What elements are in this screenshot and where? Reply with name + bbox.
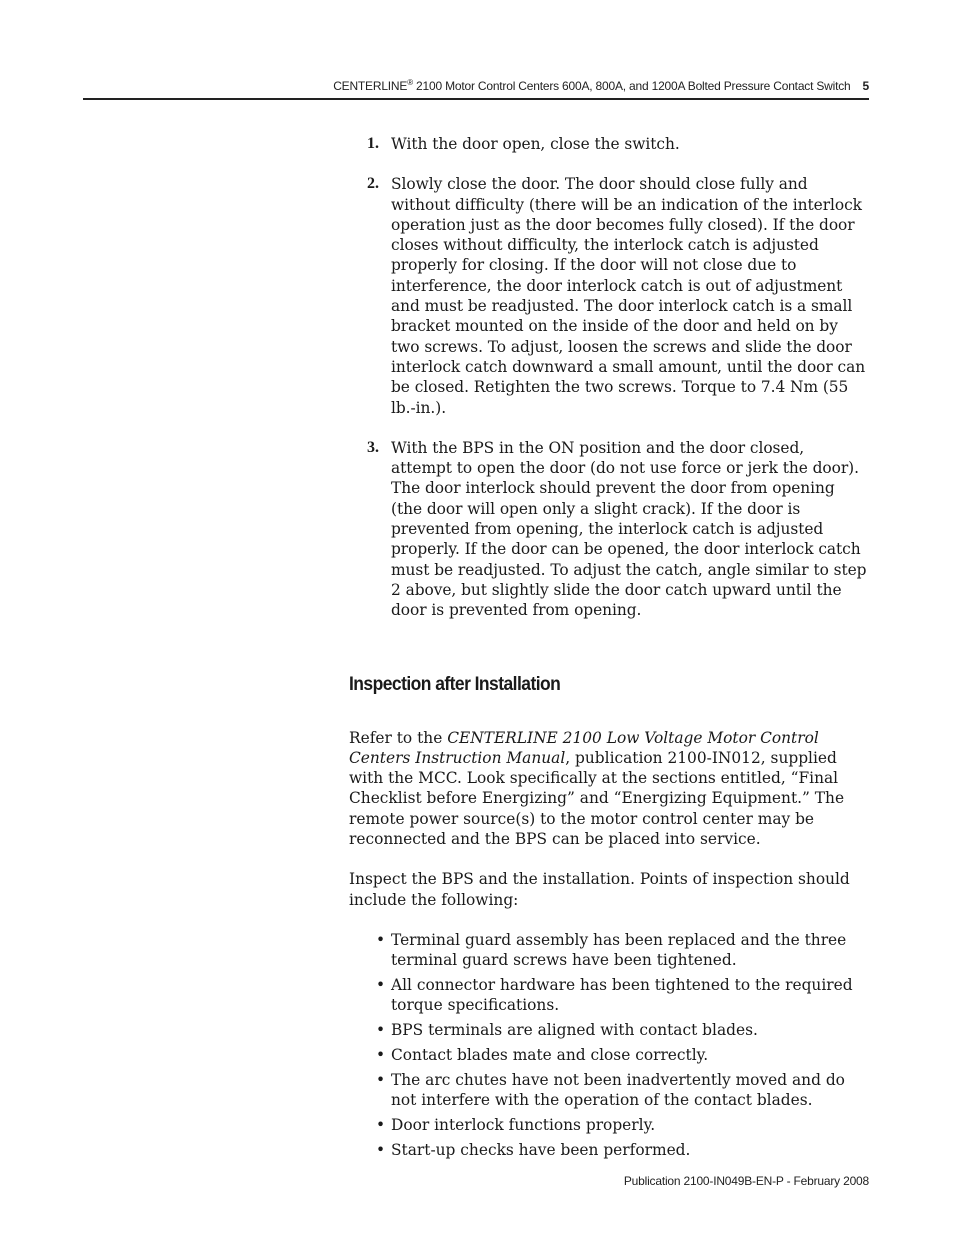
list-item — [349, 1115, 869, 1135]
list-item — [349, 1070, 869, 1111]
publication-footer: Publication 2100-IN049B-EN-P - February 2008 — [623, 1174, 869, 1188]
step-text: Slowly close the door. The door should close fully and without difficulty (there will be an indication of the interlock operation just as the door becomes fully closed). If the door closes without difficulty, the interlock catch is adjusted properly for closing. If the door will not close due to interference, the door interlock catch is out of adjustment and must be readjusted. The door interlock catch is a small bracket mounted on the inside of the door and held on by two screws. To adjust, loosen the screws and slide the door interlock catch downward a small amount, until the door can be closed. Retighten the two screws. Torque to 7.4 Nm (55 lb.-in.). — [391, 175, 866, 417]
procedure-step — [349, 134, 869, 154]
header-brand: CENTERLINE — [333, 79, 408, 93]
bullet-icon: • — [376, 1046, 386, 1065]
page-header — [83, 76, 869, 100]
list-item — [349, 1140, 869, 1160]
bullet-icon: • — [376, 976, 386, 995]
list-item-text: The arc chutes have not been inadvertently moved and do not interfere with the operation of the contact blades. — [391, 1071, 845, 1110]
inspection-checklist — [349, 930, 869, 1161]
step-number: 2. — [367, 175, 379, 193]
procedure-step — [349, 438, 869, 621]
list-item-text: Door interlock functions properly. — [391, 1116, 656, 1135]
bullet-icon: • — [376, 1021, 386, 1040]
inspection-paragraph: Inspect the BPS and the installation. Points of inspection should include the following: — [349, 870, 850, 909]
step-number: 1. — [367, 135, 379, 152]
manual-title: CENTERLINE 2100 Low Voltage Motor Control Centers Instruction Manual — [349, 728, 819, 767]
list-item — [349, 1045, 869, 1065]
bullet-icon: • — [376, 930, 386, 949]
step-text: With the BPS in the ON position and the door closed, attempt to open the door (do not use force or jerk the door). The door interlock should prevent the door from opening (the door will open only a slight crack). If the door is prevented from opening, the interlock catch is adjusted properly. If the door can be opened, the door interlock catch must be readjusted. To adjust the catch, angle similar to step 2 above, but slightly slide the door catch upward until the door is prevented from opening. — [391, 438, 867, 620]
registered-mark: ® — [407, 78, 413, 87]
bullet-icon: • — [376, 1116, 386, 1135]
list-item-text: Start-up checks have been performed. — [391, 1141, 691, 1160]
section-heading: Inspection after Installation — [349, 673, 561, 695]
step-text: With the door open, close the switch. — [391, 135, 680, 153]
list-item-text: BPS terminals are aligned with contact blades. — [391, 1021, 758, 1040]
list-item-text: All connector hardware has been tightened to the required torque specifications. — [391, 976, 853, 1015]
running-header — [333, 78, 869, 93]
bullet-icon: • — [376, 1071, 386, 1090]
header-title: 2100 Motor Control Centers 600A, 800A, and 1200A Bolted Pressure Contact Switch — [412, 79, 851, 93]
procedure-step — [349, 174, 869, 418]
step-number: 3. — [367, 438, 379, 456]
list-item-text: Terminal guard assembly has been replaced and the three terminal guard screws have been tightened. — [391, 930, 847, 970]
list-item — [349, 1020, 869, 1040]
paragraph-prefix: Refer to the — [349, 728, 448, 747]
list-item — [349, 930, 869, 971]
paragraph-suffix: , publication 2100-IN012, supplied with the MCC. Look specifically at the sections entitled, “Final Checklist before Energizing” and “Energizing Equipment.” The remote power source(s) to the motor control center may be reconnected and the BPS can be placed into service. — [349, 748, 845, 849]
list-item — [349, 975, 869, 1016]
main-content — [349, 134, 869, 1165]
page-number: 5 — [862, 79, 869, 93]
list-item-text: Contact blades mate and close correctly. — [391, 1046, 709, 1065]
bullet-icon: • — [376, 1141, 386, 1160]
reference-paragraph — [349, 728, 869, 850]
